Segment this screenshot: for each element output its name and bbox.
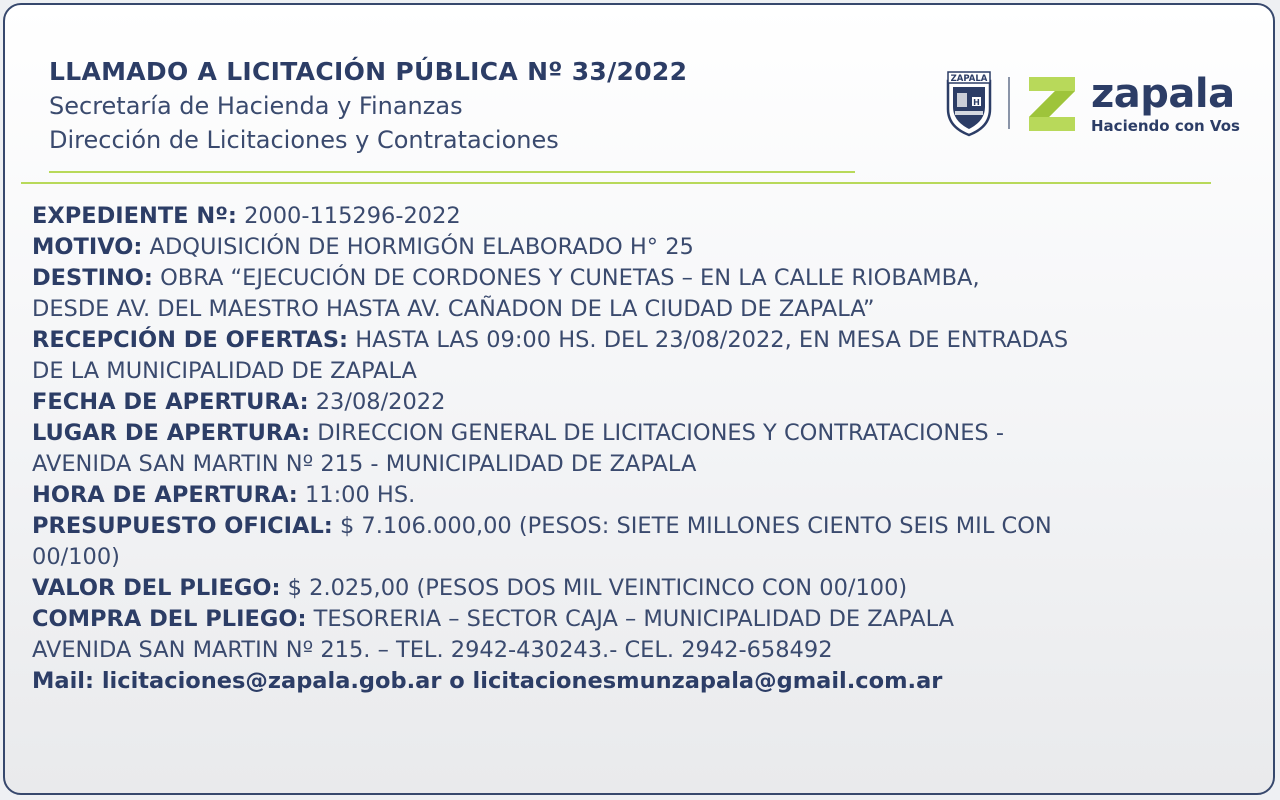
department-name: Secretaría de Hacienda y Finanzas	[49, 92, 463, 120]
field-motivo	[32, 232, 1272, 263]
field-label: LUGAR DE APERTURA:	[32, 420, 311, 446]
field-expediente	[32, 201, 1272, 232]
field-recepcion	[32, 325, 1272, 356]
field-destino-cont: DESDE AV. DEL MAESTRO HASTA AV. CAÑADON DE LA CIUDAD DE ZAPALA”	[32, 296, 875, 322]
field-value: $ 2.025,00 (PESOS DOS MIL VEINTICINCO CON 00/100)	[287, 575, 908, 601]
field-destino	[32, 263, 1272, 294]
field-label: VALOR DEL PLIEGO:	[32, 575, 281, 601]
field-recepcion-cont: DE LA MUNICIPALIDAD DE ZAPALA	[32, 358, 417, 384]
field-label: PRESUPUESTO OFICIAL:	[32, 513, 333, 539]
field-value: HASTA LAS 09:00 HS. DEL 23/08/2022, EN MESA DE ENTRADAS	[355, 327, 1069, 353]
field-value: ADQUISICIÓN DE HORMIGÓN ELABORADO H° 25	[149, 234, 694, 260]
field-presupuesto	[32, 511, 1272, 542]
page-title: LLAMADO A LICITACIÓN PÚBLICA Nº 33/2022	[49, 57, 688, 86]
field-value: DIRECCION GENERAL DE LICITACIONES Y CONTRATACIONES -	[317, 420, 1004, 446]
field-presupuesto-cont: 00/100)	[32, 544, 120, 570]
divider-short	[49, 171, 855, 173]
field-compra-cont: AVENIDA SAN MARTIN Nº 215. – TEL. 2942-430243.- CEL. 2942-658492	[32, 637, 833, 663]
zapala-z-logo-icon	[1023, 73, 1081, 135]
field-value: 11:00 HS.	[304, 482, 416, 508]
field-valor	[32, 573, 1272, 604]
field-value: $ 7.106.000,00 (PESOS: SIETE MILLONES CIENTO SEIS MIL CON	[339, 513, 1052, 539]
divider-long	[21, 182, 1211, 184]
municipal-shield-icon	[945, 71, 993, 137]
field-value: 23/08/2022	[315, 389, 446, 415]
notice-details	[32, 201, 1272, 697]
header	[49, 55, 687, 157]
svg-text:H: H	[973, 98, 980, 107]
logo-group	[945, 71, 1245, 141]
field-label: MOTIVO:	[32, 234, 143, 260]
field-value: TESORERIA – SECTOR CAJA – MUNICIPALIDAD DE ZAPALA	[313, 606, 955, 632]
field-compra	[32, 604, 1272, 635]
field-value: OBRA “EJECUCIÓN DE CORDONES Y CUNETAS – EN LA CALLE RIOBAMBA,	[160, 265, 980, 291]
field-label: FECHA DE APERTURA:	[32, 389, 309, 415]
division-name: Dirección de Licitaciones y Contrataciones	[49, 126, 559, 154]
brand-name: zapala	[1091, 71, 1235, 117]
field-label: RECEPCIÓN DE OFERTAS:	[32, 327, 349, 353]
field-label: COMPRA DEL PLIEGO:	[32, 606, 307, 632]
field-hora	[32, 480, 1272, 511]
svg-text:ZAPALA: ZAPALA	[950, 74, 988, 84]
field-label: EXPEDIENTE Nº:	[32, 203, 237, 229]
field-lugar-cont: AVENIDA SAN MARTIN Nº 215 - MUNICIPALIDAD DE ZAPALA	[32, 451, 697, 477]
field-value: 2000-115296-2022	[244, 203, 461, 229]
brand-tagline: Haciendo con Vos	[1091, 117, 1240, 135]
field-lugar	[32, 418, 1272, 449]
notice-card	[3, 3, 1275, 795]
field-label: DESTINO:	[32, 265, 153, 291]
contact-mail[interactable]: Mail: licitaciones@zapala.gob.ar o licitacionesmunzapala@gmail.com.ar	[32, 668, 943, 694]
field-label: HORA DE APERTURA:	[32, 482, 298, 508]
logo-divider	[1008, 77, 1010, 129]
field-fecha	[32, 387, 1272, 418]
